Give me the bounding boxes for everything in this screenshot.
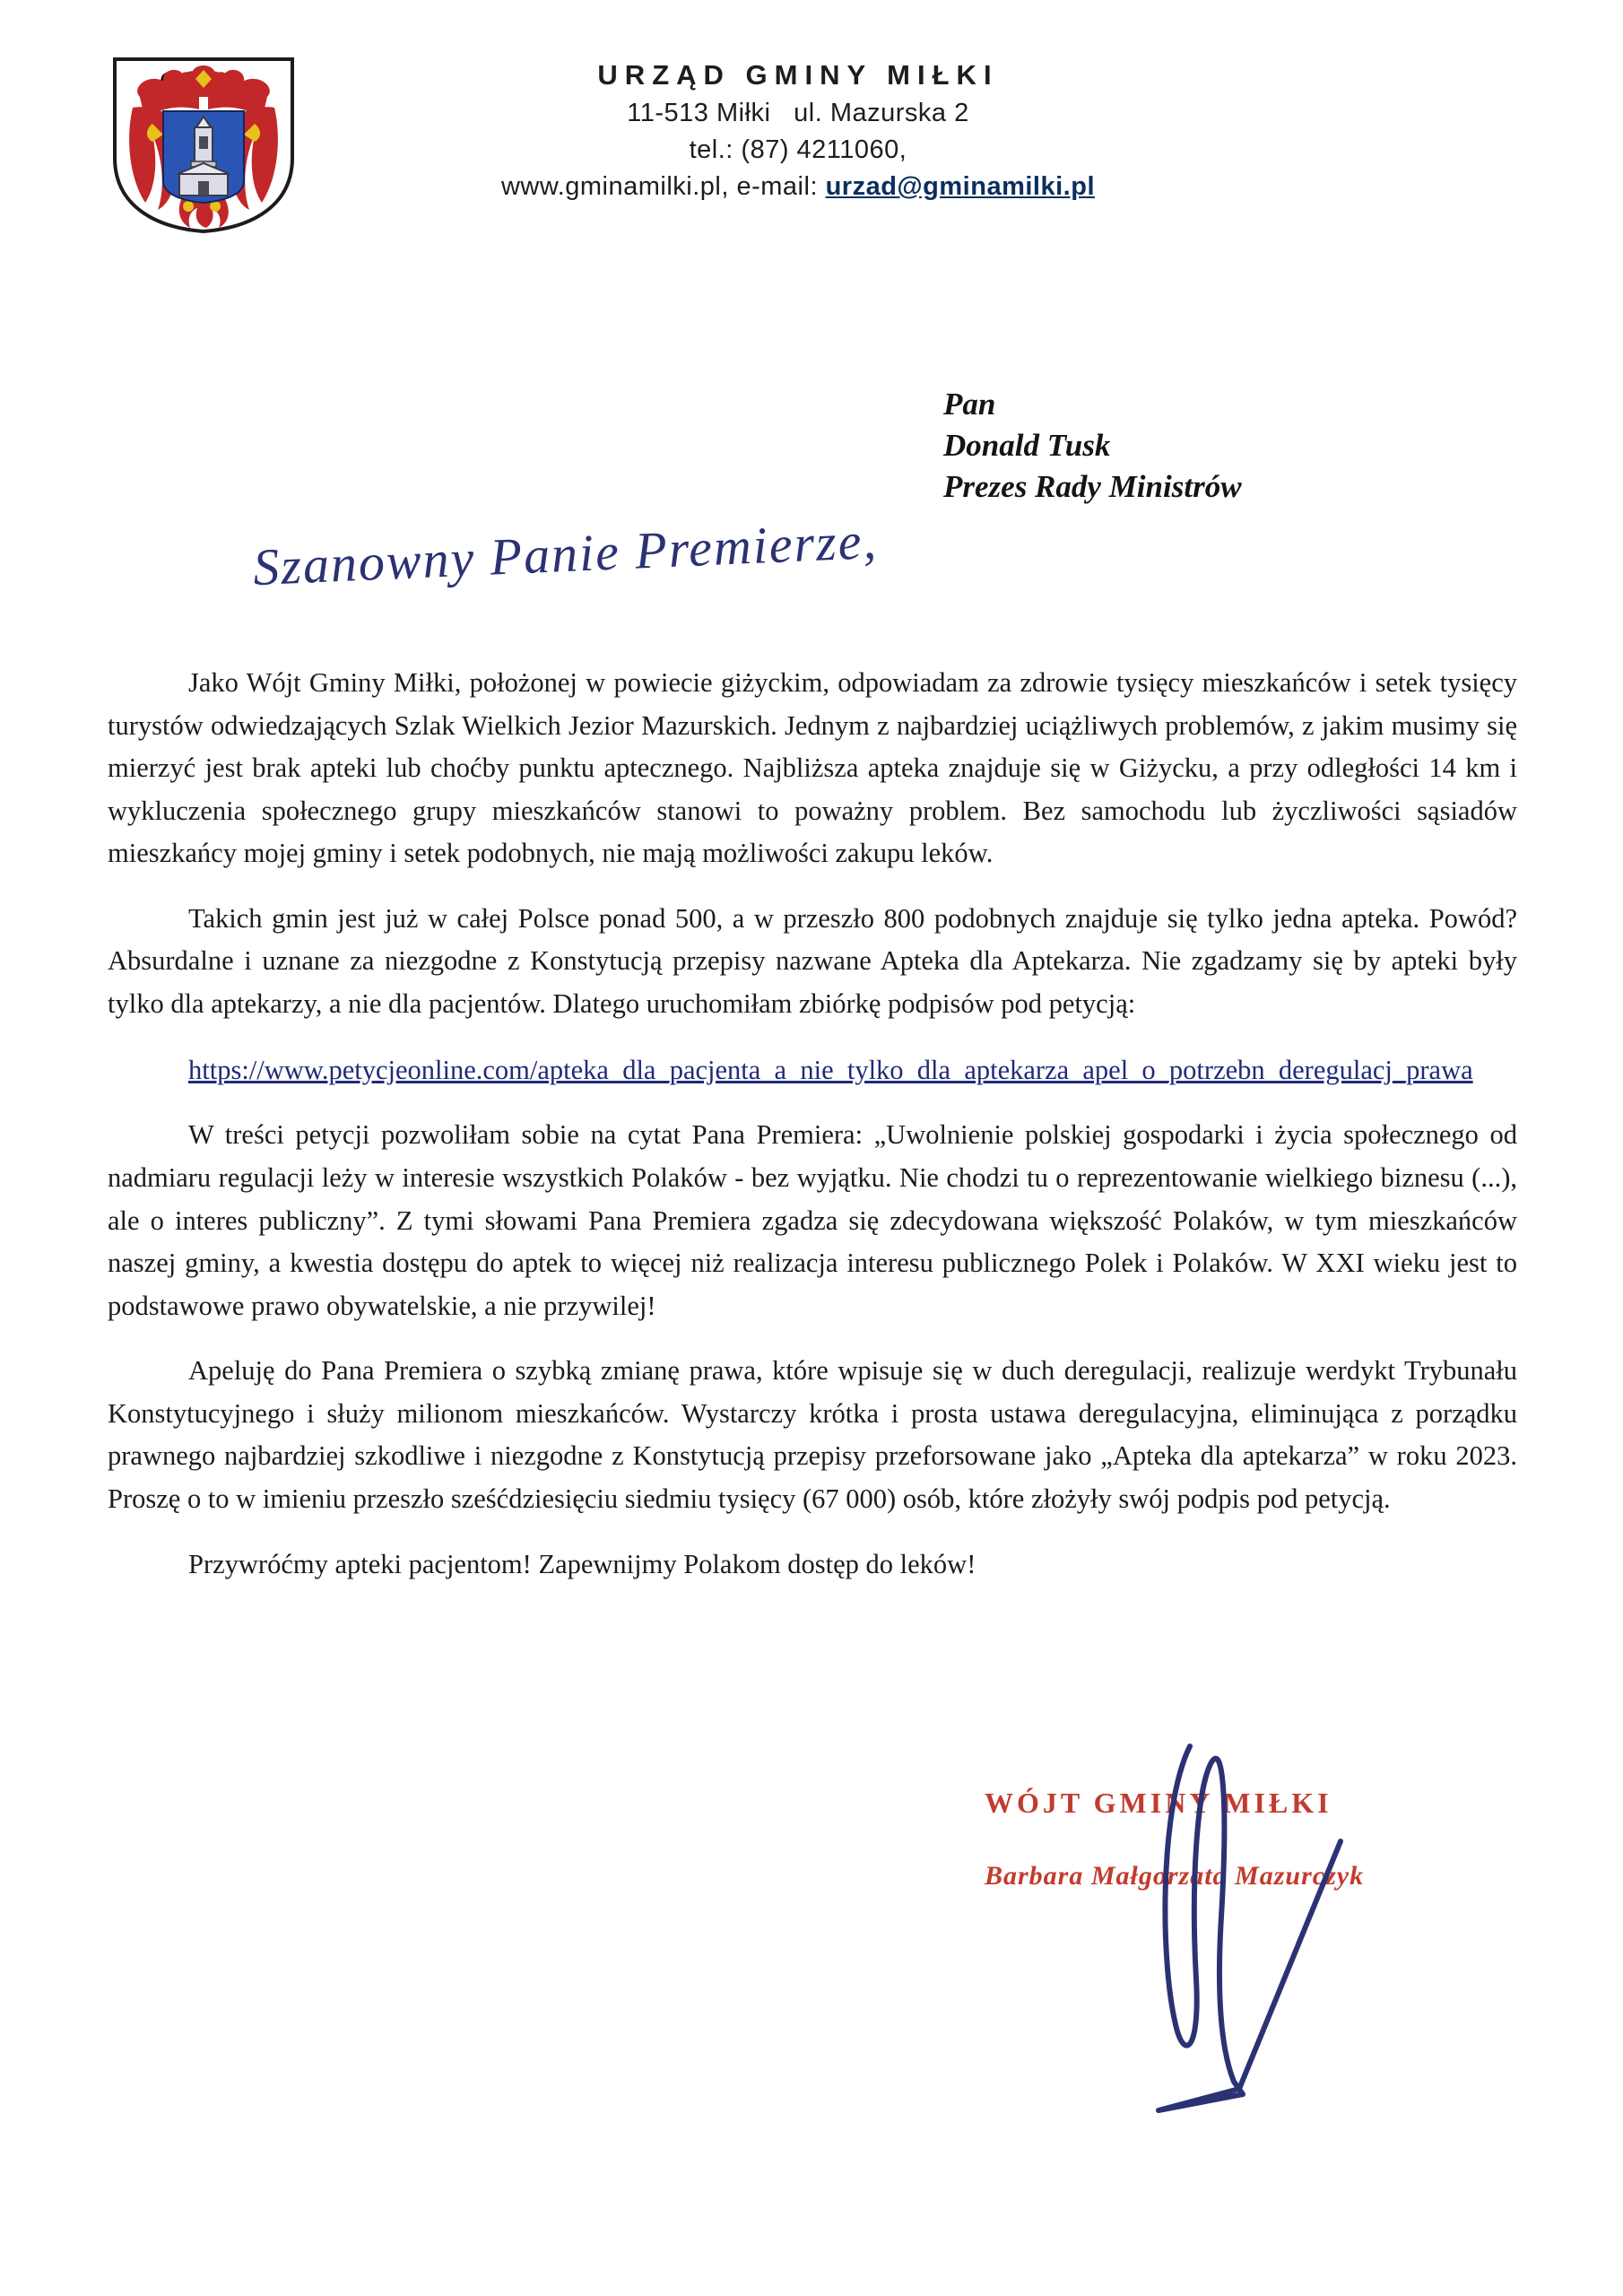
handwritten-signature bbox=[1107, 1735, 1367, 2121]
org-address: 11-513 Miłki ul. Mazurska 2 bbox=[627, 99, 969, 127]
org-email-link[interactable]: urzad@gminamilki.pl bbox=[825, 172, 1095, 201]
body-paragraph-2: Takich gmin jest już w całej Polsce ponad 500, a w przeszło 800 podobnych znajduje się tylko jedna apteka. Powód? Absurdalne i uznane za niezgodne z Konstytucją przepisy nazwane Apteka dla Aptekarza. Nie zgadzamy się by apteki były tylko dla aptekarzy, a nie dla pacjentów. Dlatego uruchomiłam zbiórkę podpisów pod petycją: bbox=[108, 902, 1517, 1020]
petition-link-paragraph bbox=[108, 1048, 1517, 1092]
letterhead bbox=[359, 59, 1237, 202]
org-phone: tel.: (87) 4211060, bbox=[689, 135, 907, 164]
recipient-salutation: Pan bbox=[943, 387, 996, 422]
letter-body bbox=[108, 662, 1517, 1608]
org-name: URZĄD GMINY MIŁKI bbox=[597, 59, 999, 91]
mayor-stamp-title: WÓJT GMINY MIŁKI bbox=[985, 1787, 1332, 1819]
recipient-title: Prezes Rady Ministrów bbox=[943, 469, 1242, 505]
org-web-email-line bbox=[359, 172, 1237, 202]
recipient-name: Donald Tusk bbox=[943, 428, 1111, 464]
body-paragraph-1: Jako Wójt Gminy Miłki, położonej w powiecie giżyckim, odpowiadam za zdrowie tysięcy mieszkańców i setek tysięcy turystów odwiedzających Szlak Wielkich Jezior Mazurskich. Jednym z najbardziej uciążliwych problemów, z jakim musimy się mierzyć jest brak apteki lub choćby punktu aptecznego. Najbliższa apteka znajduje się w Giżycku, a przy odległości 14 km i wykluczenia społecznego grupy mieszkańców stanowi to poważny problem. Bez samochodu lub życzliwości sąsiadów mieszkańcy mojej gminy i setek podobnych, nie mają możliwości zakupu leków. bbox=[108, 667, 1517, 869]
body-paragraph-4: Apeluję do Pana Premiera o szybką zmianę prawa, które wpisuje się w duch deregulacji, realizuje werdykt Trybunału Konstytucyjnego i służy milionom mieszkańców. Wystarczy krótka i prosta ustawa deregulacyjna, eliminująca z porządku prawnego najbardziej szkodliwe i niezgodne z Konstytucją przepisy przeforsowane jako „Apteka dla aptekarza” w roku 2023. Proszę o to w imieniu przeszło sześćdziesięciu siedmiu tysięcy (67 000) osób, które złożyły swój podpis pod petycją. bbox=[108, 1355, 1517, 1515]
body-paragraph-3: W treści petycji pozwoliłam sobie na cytat Pana Premiera: „Uwolnienie polskiej gospodarki i życia społecznego od nadmiaru regulacji leży w interesie wszystkich Polaków - bez wyjątku. Nie chodzi tu o reprezentowanie wielkiego biznesu (...), ale o interes publiczny”. Z tymi słowami Pana Premiera zgadza się zdecydowana większość Polaków, w tym mieszkańców naszej gminy, a kwestia dostępu do aptek to więcej niż realizacja interesu publicznego Polek i Polaków. W XXI wieku jest to podstawowe prawo obywatelskie, a nie przywilej! bbox=[108, 1119, 1517, 1321]
closing-appeal-line: Przywróćmy apteki pacjentom! Zapewnijmy Polakom dostęp do leków! bbox=[188, 1548, 976, 1579]
org-website: www.gminamilki.pl, e-mail: bbox=[500, 172, 826, 201]
milki-coat-of-arms-icon bbox=[106, 52, 301, 239]
petition-url-link[interactable]: https://www.petycjeonline.com/apteka_dla_pacjenta_a_nie_tylko_dla_aptekarza_apel_o_potrzebn_deregulacj_prawa bbox=[188, 1054, 1473, 1085]
handwritten-greeting: Szanowny Panie Premierze, bbox=[251, 510, 880, 597]
mayor-stamp-name: Barbara Małgorzata Mazurczyk bbox=[985, 1861, 1365, 1891]
recipient-block bbox=[943, 384, 1242, 509]
